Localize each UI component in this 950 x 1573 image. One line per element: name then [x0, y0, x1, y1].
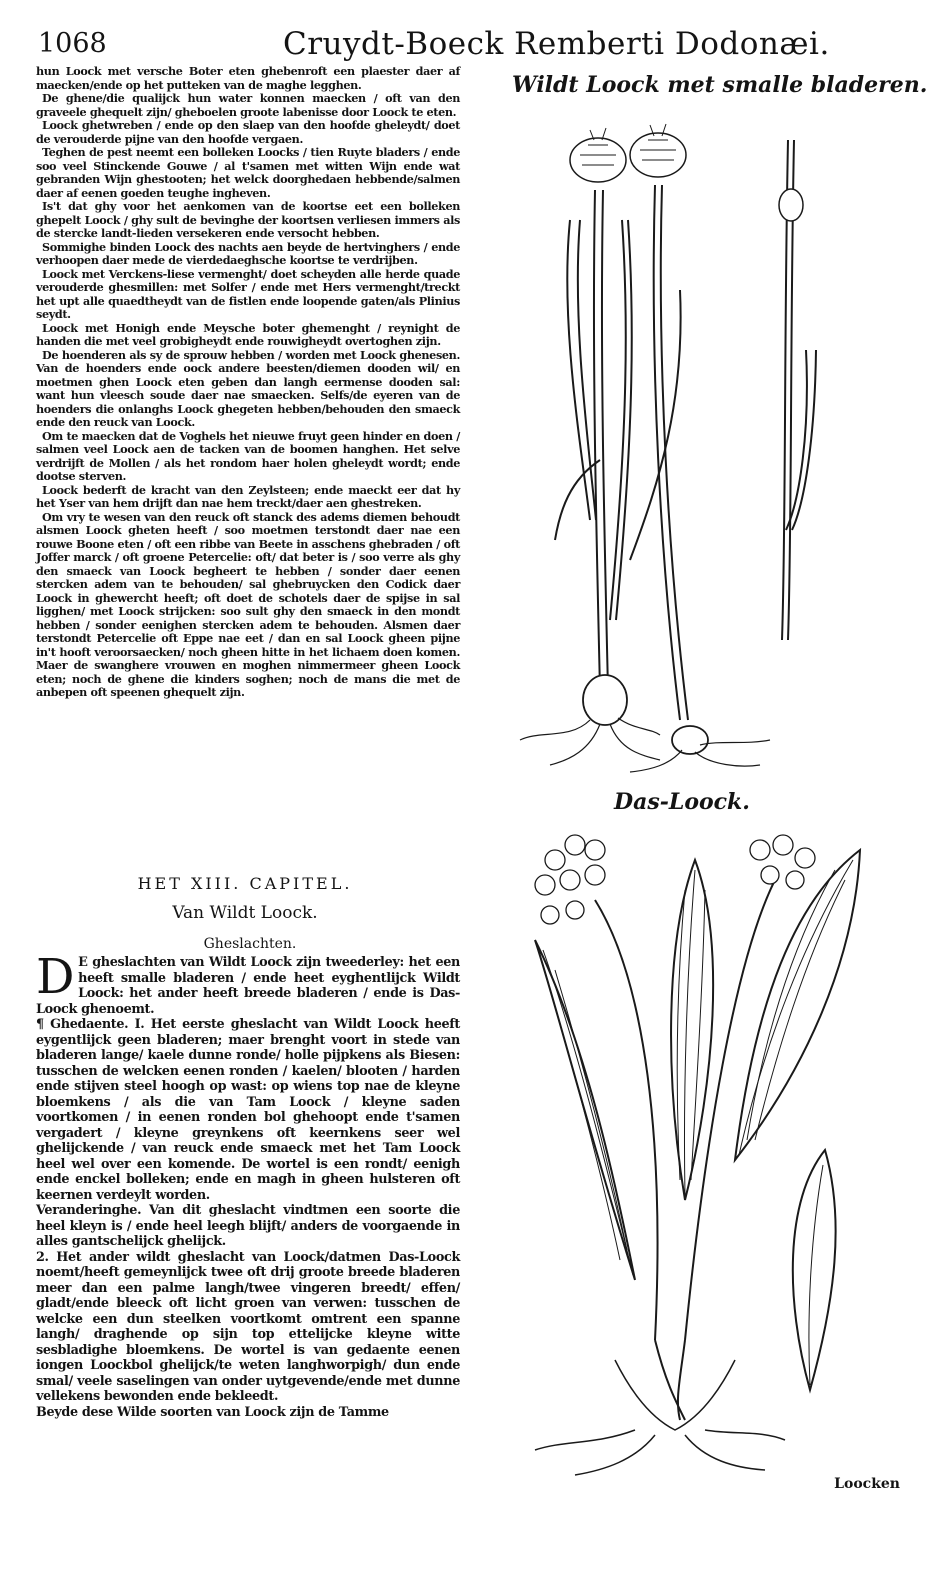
- paragraph: Om te maecken dat de Voghels het nieuwe fruyt geen hinder en doen / salmen veel Loock aen de tacken van de boomen hanghen. Het selve verdrijft de Mollen / als het rondom haer holen gheleydt wordt; ende dootse sterven.: [36, 428, 460, 483]
- paragraph: Veranderinghe. Van dit gheslacht vindtmen een soorte die heel kleyn is / ende heel leegh blijft/ anders de voorgaende in alles gantschelijck ghelijck.: [36, 1203, 460, 1249]
- plate-caption-wild-garlic: Wildt Loock met smalle bladeren.: [512, 72, 928, 98]
- paragraph-text: E gheslachten van Wildt Loock zijn tweederley: het een heeft smalle bladeren / ende heet eyghentlijck Wildt Loock: het ander heeft breede bladeren / ende is Das-Loock ghenoemt.: [36, 955, 460, 1017]
- paragraph: 2. Het ander wildt gheslacht van Loock/datmen Das-Loock noemt/heeft gemeynlijck twee oft drij groote breede bladeren meer dan een palme langh/twee vingeren breedt/ effen/ gladt/ende bleeck oft licht groen van verwen: tusschen de welcke een dun steelken voortkomt omtrent een spanne langh/ draghende op sijn top ettelijcke kleyne witte sesbladighe bloemkens. De wortel is van gedaente eenen iongen Loockbol ghelijck/te weten langhworpigh/ dun ende smal/ veele saselingen van onder uytgevende/ende met dunne vellekens bewonden ende bekleedt.: [36, 1249, 460, 1404]
- plate-caption-ramsons: Das-Loock.: [614, 789, 750, 815]
- woodcut-wild-garlic: [510, 100, 900, 780]
- paragraph: [36, 949, 460, 1017]
- paragraph: Teghen de pest neemt een bolleken Loocks / tien Ruyte bladers / ende soo veel Stinckende Gouwe / al t'samen met witten Wijn ende wat gebranden Wijn ghestooten; het welck doorghedaen hebbende/salmen daer af eenen goeden teughe ingheven.: [36, 145, 460, 200]
- paragraph: De hoenderen als sy de sprouw hebben / worden met Loock ghenesen. Van de hoenders ende oock andere beesten/diemen dooden wil/ en moetmen ghen Loock eten geben dan langh eermense dooden sal: want hun vleesch soude daer nae smaecken. Selfs/de eyeren van de hoenders die onlanghs Loock ghegeten hebben/behouden den smaeck ende den reuck van Loock.: [36, 347, 460, 429]
- left-column: [36, 65, 460, 700]
- paragraph: Loock bederft de kracht van den Zeylsteen; ende maeckt eer dat hy het Yser van hem drijft dan nae hem treckt/daer aen ghestreken.: [36, 482, 460, 510]
- paragraph: hun Loock met versche Boter eten ghebenroft een plaester daer af maecken/ende op het putteken van de maghe legghen.: [36, 64, 460, 92]
- paragraph: ¶ Ghedaente. I. Het eerste gheslacht van Wildt Loock heeft eygentlijck geen bladeren; maer brenght voort in stede van bladeren lange/ kaele dunne ronde/ holle pijpkens als Biesen: tusschen de welcken eenen ronden / kaelen/ blooten / harden ende stijven steel hoogh op wast: op wiens top nae de kleyne bloemkens / als die van Tam Loock / kleyne saden voortkomen / in eenen ronden bol ghehoopt ende t'samen vergadert / kleyne greynkens oft keernkens seer wel ghelijckende / van reuck ende smaeck met het Tam Loock heel wel over een komende. De wortel is een rondt/ eenigh ende enckel bolleken; ende en magh in gheen hulsteren oft keernen verdeylt worden.: [36, 1017, 460, 1203]
- paragraph: De ghene/die qualijck hun water konnen maecken / oft van den graveele ghequelt zijn/ gheboelen groote labenisse door Loock te eten.: [36, 91, 460, 119]
- running-head: Cruydt-Boeck Remberti Dodonæi.: [283, 26, 830, 62]
- chapter-heading: HET XIII. CAPITEL.: [137, 874, 353, 893]
- section-subheading: Gheslachten.: [203, 936, 297, 952]
- drop-cap: D: [36, 949, 75, 1005]
- paragraph: Loock ghetwreben / ende op den slaep van den hoofde gheleydt/ doet de verouderde pijne van den hoofde vergaen.: [36, 118, 460, 146]
- paragraph: Beyde dese Wilde soorten van Loock zijn de Tamme: [36, 1404, 389, 1420]
- page-number: 1068: [38, 28, 107, 59]
- paragraph: Is't dat ghy voor het aenkomen van de koortse eet een bolleken ghepelt Loock / ghy sult de bevinghe der koortsen verliesen immers als de stercke landt-lieden versekeren ende versocht hebben.: [36, 199, 460, 240]
- paragraph: Loock met Verckens-liese vermenght/ doet scheyden alle herde quade verouderde ghesmillen: met Solfer / ende met Hers vermenght/treckt het upt alle quaedtheydt van de fistlen ende loopende gaten/als Plinius seydt.: [36, 266, 460, 321]
- catchword: Loocken: [834, 1476, 900, 1492]
- paragraph: Loock met Honigh ende Meysche boter ghemenght / reynight de handen die met veel grobigheydt ende rouwigheydt overtoghen zijn.: [36, 320, 460, 348]
- paragraph: Sommighe binden Loock des nachts aen beyde de hertvinghers / ende verhoopen daer mede de vierdedaeghsche koortse te verdrijben.: [36, 239, 460, 267]
- chapter-body: [36, 949, 460, 1420]
- woodcut-ramsons: [515, 820, 875, 1480]
- chapter-title: Van Wildt Loock.: [172, 903, 318, 923]
- paragraph: Om vry te wesen van den reuck oft stanck des adems diemen behoudt alsmen Loock gheten heeft / soo moetmen terstondt daer nae een rouwe Boone eten / oft een ribbe van Beete in asschens ghebraden / oft Joffer marck / oft groene Petercelie: oft/ dat beter is / soo verre als ghy den smaeck van Loock begheert te hebben / sonder daer eenen stercken adem van te behouden/ sal ghebruycken den Codick daer Loock in ghewercht heeft; oft doet de schotels daer de spijse in sal ligghen/ met Loock strijcken: soo sult ghy den smaeck in den mondt hebben / sonder eenighen stercken adem te behouden. Alsmen daer terstondt Petercelie oft Eppe nae eet / dan en sal Loock gheen pijne in't hooft veroorsaecken/ noch gheen hitte in het lichaem doen komen. Maer de swanghere vrouwen en moghen nimmermeer gheen Loock eten; noch de ghene die kinders soghen; noch de mans die met de anbepen oft speenen ghequelt zijn.: [36, 509, 460, 699]
